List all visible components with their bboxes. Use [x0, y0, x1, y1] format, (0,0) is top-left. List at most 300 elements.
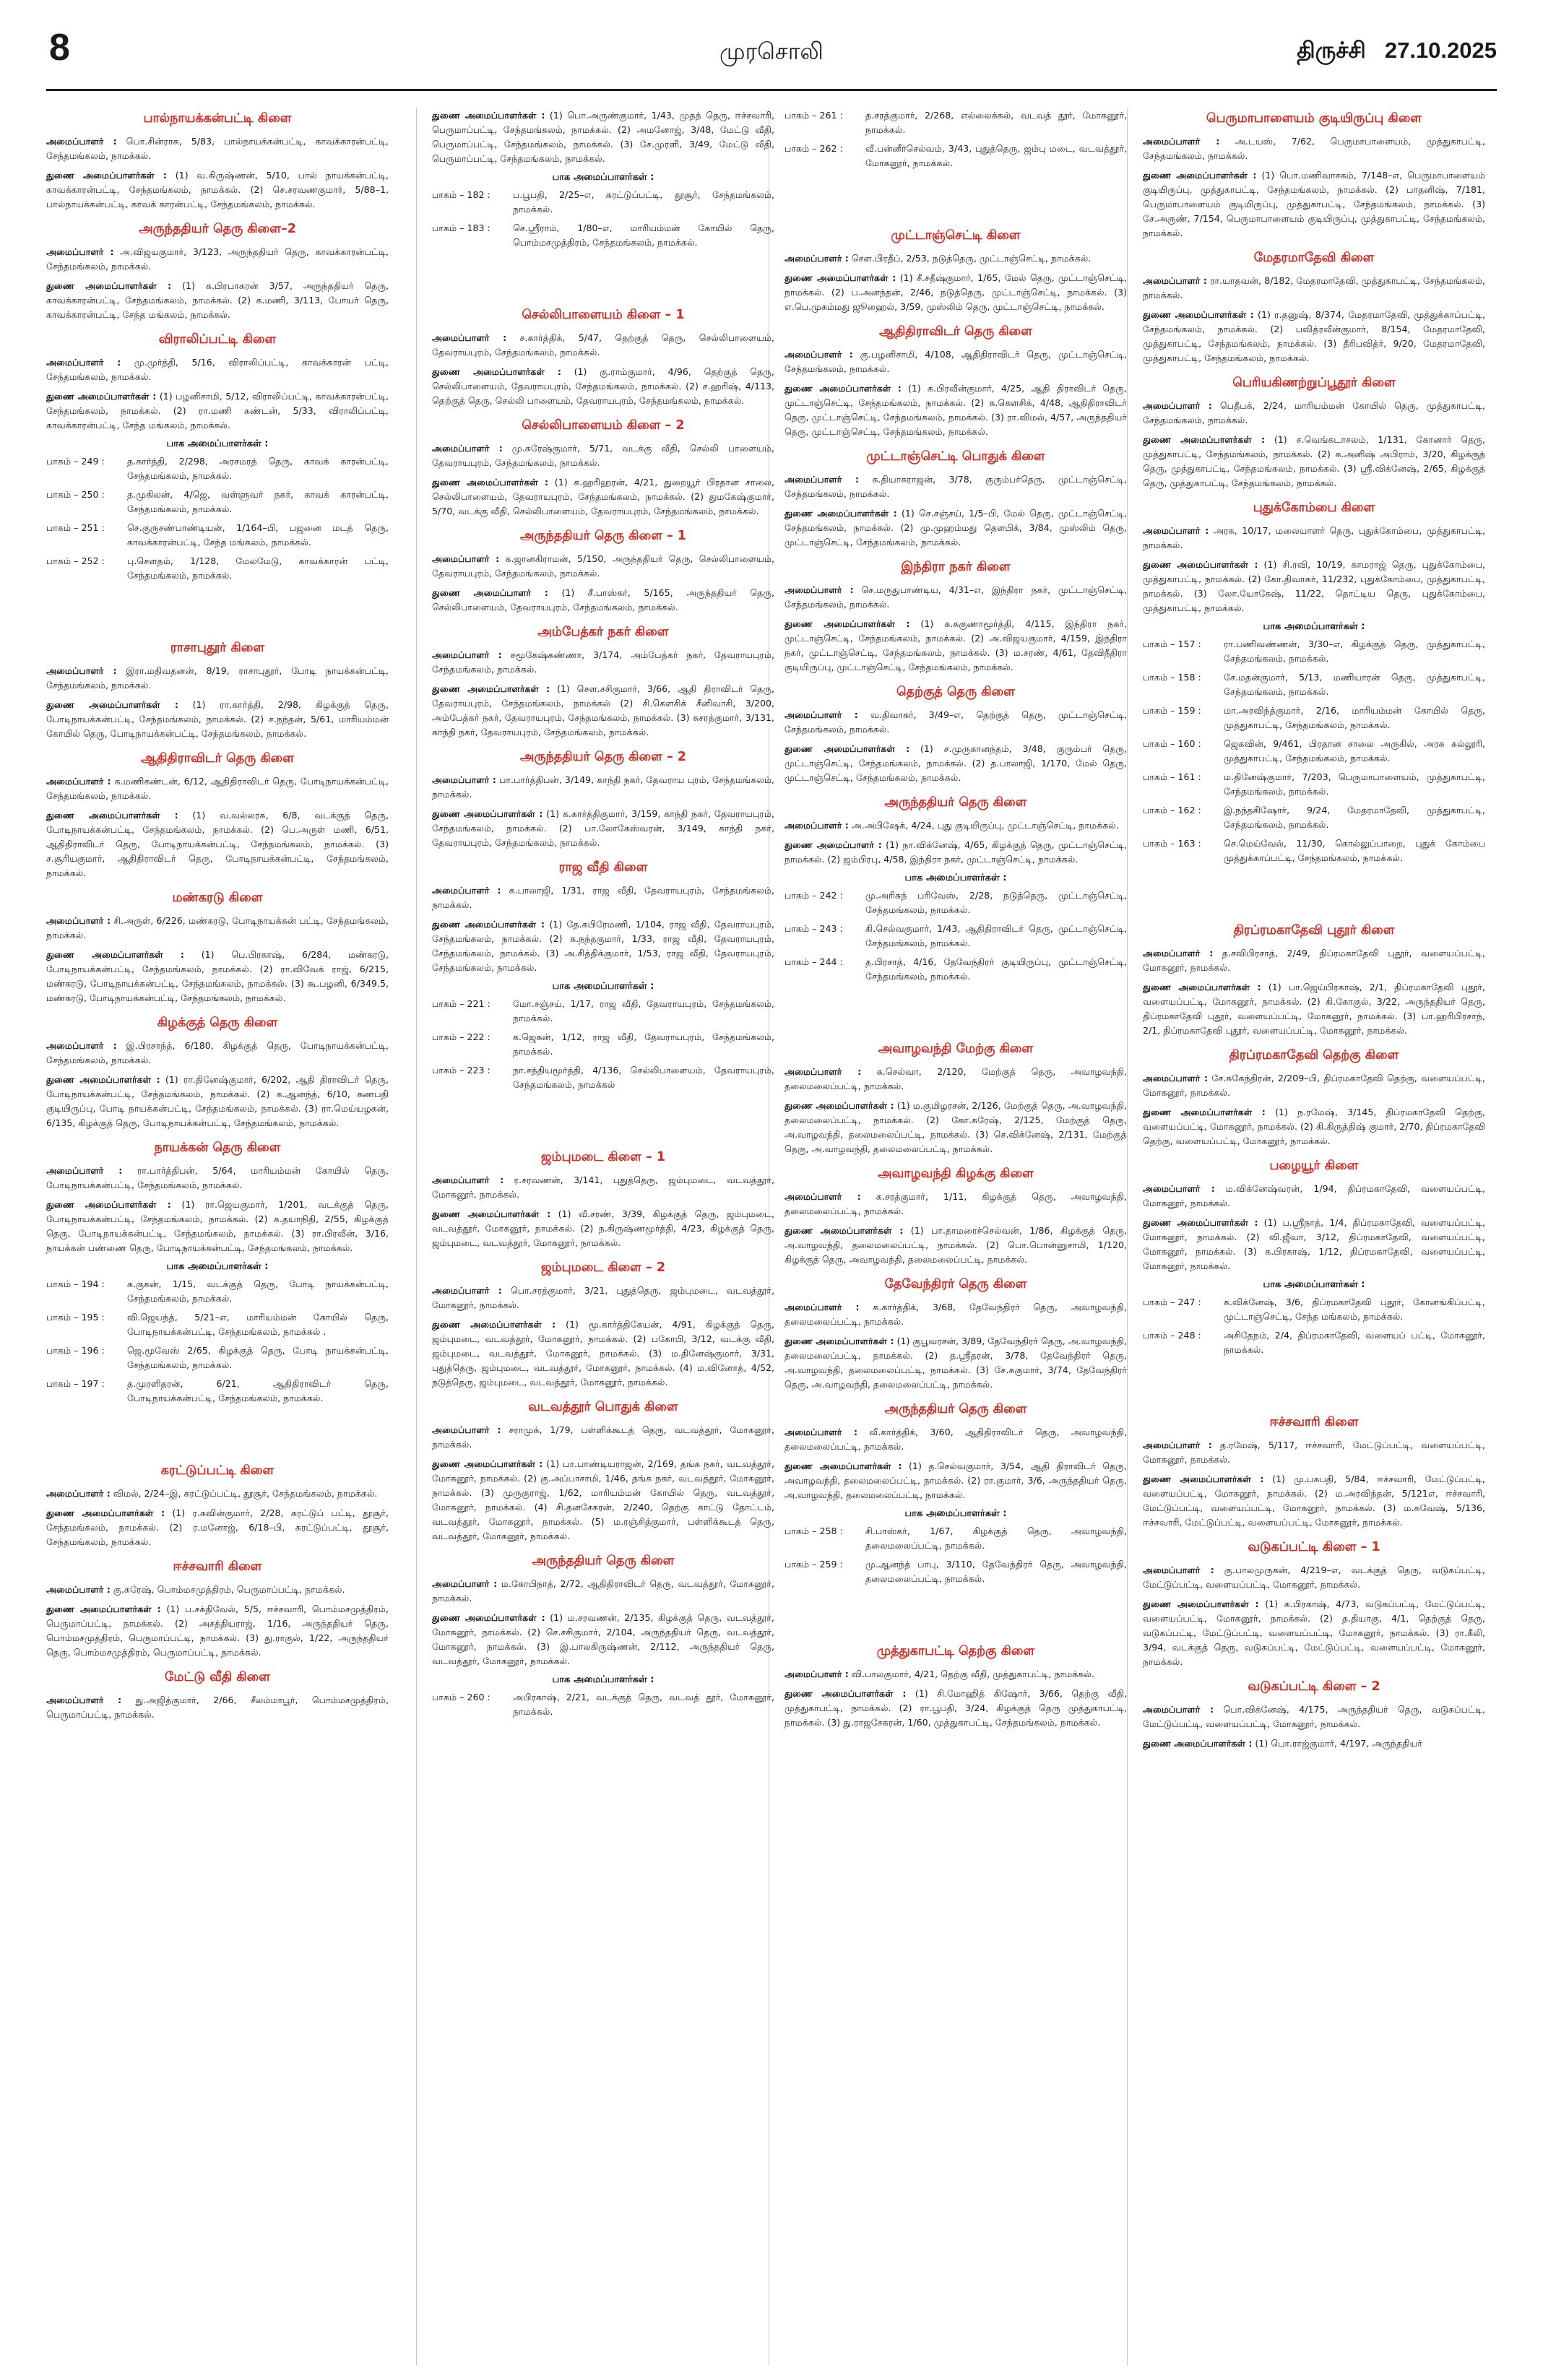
- member-entry: [46, 1602, 389, 1660]
- member-entry: [1143, 1438, 1485, 1467]
- member-entry: [1143, 1702, 1485, 1731]
- branch-title: ராசாபுதூர் கிளை: [170, 641, 265, 655]
- member-details: (1) சீ.பாஸ்கர், 5/165, அருந்ததியர் தெரு, செல்லிபாளையம், தேவராயபுரம், சேந்தமங்கலம், நாமக்கல்.: [432, 587, 774, 613]
- member-entry: [432, 1207, 774, 1250]
- member-details: ரா.பார்த்திபன், 5/64, மாரியம்மன் கோயில் தெரு, போடிநாயக்கன்பட்டி, சேந்தமங்கலம், நாமக்கல்.: [46, 1165, 389, 1190]
- booth-number: பாகம் – 258 :: [785, 1526, 843, 1536]
- member-details: மு.சுரேஷ்குமார், 5/71, வடக்கு வீதி, செல்லி பாளையம், தேவராயபுரம், சேந்தமங்கலம், நாமக்கல்.: [432, 443, 774, 468]
- member-entry: [432, 475, 774, 519]
- booth-row: [1143, 670, 1485, 699]
- role-label: அமைப்பாளர் :: [46, 1165, 123, 1176]
- branch-title: மண்கரடு கிளை: [172, 891, 263, 905]
- page-number: 8: [49, 27, 70, 69]
- role-label: துணை அமைப்பாளர்கள் :: [1143, 982, 1261, 992]
- member-details: கு.பழனிசாமி, 4/108, ஆதிதிராவிடர் தெரு, முட்டாஞ்செட்டி, சேந்தமங்கலம், நாமக்கல்.: [785, 349, 1127, 374]
- column-2: [432, 108, 774, 2369]
- member-entry: [432, 108, 774, 166]
- branch-title: செல்லிபாளையம் கிளை – 2: [522, 418, 685, 433]
- branch-block: [46, 1559, 389, 1660]
- member-details: இரா.மதிவதனன், 8/19, ராசாபுதூர், போடி நாயக்கன்பட்டி, சேந்தமங்கலம், நாமக்கல்.: [46, 665, 389, 691]
- branch-block: [785, 108, 1127, 170]
- role-label: துணை அமைப்பாளர்கள் :: [46, 699, 178, 710]
- role-label: அமைப்பாளர் :: [785, 1302, 860, 1312]
- role-label: அமைப்பாளர் :: [432, 1578, 498, 1589]
- edition-date: 27.10.2025: [1384, 38, 1497, 63]
- branch-title: புதுக்கோம்பை கிளை: [1253, 501, 1375, 515]
- role-label: அமைப்பாளர் :: [785, 474, 860, 485]
- member-entry: [785, 617, 1127, 675]
- member-entry: [46, 245, 389, 274]
- booth-heading: பாக அமைப்பாளர்கள் :: [552, 981, 654, 992]
- member-entry: [1143, 274, 1485, 303]
- booth-details: த.முரளிதரன், 6/21, ஆதிதிராவிடர் தெரு, போடிநாயக்கன்பட்டி, சேந்தமங்கலம், நாமக்கல்.: [127, 1378, 389, 1403]
- role-label: துணை அமைப்பாளர் :: [785, 839, 882, 850]
- role-label: துணை அமைப்பாளர்கள் :: [785, 743, 910, 754]
- member-details: (1) பெ.பிரகாஷ், 6/284, மண்கரடு, போடிநாயக்கன்பட்டி, சேந்தமங்கலம், நாமக்கல். (2) ரா.விவேக் ராஜ், 6/215, மண்கரடு, போடிநாயக்கன்பட்டி, சேந்தமங்கலம், நாமக்கல். (3) கூ.பழனி, 6/349.5, மண்கரடு, போடிநாயக்கன்பட்டி, சேந்தமங்கலம், நாமக்கல்.: [46, 949, 389, 1003]
- booth-number: பாகம் – 261 :: [785, 110, 843, 121]
- member-details: கு.பாலமுருகன், 4/219–எ, வடக்குத் தெரு, வடுகப்பட்டி, மேட்டுப்பட்டி, வளையப்பட்டி, மோகனூர், நாமக்கல்.: [1143, 1565, 1485, 1590]
- member-entry: [432, 1284, 774, 1312]
- role-label: துணை அமைப்பாளர்கள் :: [46, 391, 157, 402]
- role-label: துணை அமைப்பாளர்கள் :: [785, 1100, 894, 1111]
- member-details: (1) ர.கவின்குமார், 2/28, கரட்டுப் பட்டி, தூசூர், சேந்தமங்கலம், நாமக்கல். (2) ர.மனோஜ், 6/18–பி, கரட்டுப்பட்டி, தூசூர், சேந்தமங்கலம், நாமக்கல்.: [46, 1507, 389, 1547]
- role-label: அமைப்பாளர் :: [785, 253, 849, 264]
- member-entry: [46, 1506, 389, 1549]
- role-label: துணை அமைப்பாளர்கள் :: [1143, 1474, 1264, 1484]
- booth-row: [432, 1030, 774, 1059]
- branch-title: அருந்ததியர் தெரு கிளை: [884, 795, 1027, 810]
- paper-title: முரசொலி: [719, 38, 824, 65]
- masthead: [46, 16, 1497, 91]
- member-details: (1) ம.குமிழரசன், 2/126, மேற்குத் தெரு, அ.வாழவந்தி, தலைமலைப்பட்டி, நாமக்கல். (2) கோ.சுரேஷ், 2/125, மேற்குத் தெரு, அ.வாழவந்தி, தலைமலைப்பட்டி, நாமக்கல். (3) செ.விக்னேஷ், 2/131, மேற்குத் தெரு, அ.வாழவந்தி, தலைமலைப்பட்டி, நாமக்கல்.: [785, 1100, 1127, 1154]
- branch-title: முட்டாஞ்செட்டி கிளை: [891, 228, 1021, 243]
- role-label: அமைப்பாளர் :: [1143, 1565, 1214, 1575]
- branch-title: ராஜ வீதி கிளை: [558, 860, 648, 875]
- role-label: துணை அமைப்பாளர்கள் :: [785, 508, 897, 519]
- member-details: (1) சௌ.சசிகுமார், 3/66, ஆதி திராவிடர் தெரு, தேவராயபுரம், சேந்தமங்கலம், நாமக்கல் (2) சி.கௌசிக் சீனிவாசி, 3/200, அம்பேத்கர் நகர், தேவராயபுரம், சேந்தமங்கலம், நாமக்கல். (3) சுசரத்குமார், 3/131, காந்தி நகர், தேவராயபுரம், சேந்தமங்கலம், நாமக்கல்.: [432, 683, 774, 737]
- member-details: (1) நா.விக்னேஷ், 4/65, கிழக்குத் தெரு, முட்டாஞ்செட்டி, நாமக்கல். (2) ஜம்பிரபு, 4/58, இந்திரா நகர், முட்டாஞ்செட்டி, நாமக்கல்.: [785, 839, 1127, 865]
- role-label: அமைப்பாளர் :: [785, 1669, 849, 1679]
- role-label: அமைப்பாளர் :: [1143, 1183, 1215, 1194]
- member-details: க.ஜானகிராமன், 5/150, அருந்ததியர் தெரு, செல்லிபாளையம், தேவராயபுரம், சேந்தமங்கலம், நாமக்கல்.: [432, 553, 774, 579]
- role-label: துணை அமைப்பாளர்கள் :: [46, 280, 172, 291]
- role-label: அமைப்பாளர் :: [1143, 1704, 1214, 1715]
- member-entry: [785, 818, 1127, 833]
- booth-number: பாகம் – 196 :: [46, 1345, 105, 1356]
- booth-row: [1143, 637, 1485, 666]
- member-details: (1) சி.ரவி, 10/19, காமராஜ் தெரு, புதுக்கோம்பை, முத்துகாபட்டி, நாமக்கல். (2) கோ.திவாகர், 11/232, புதுக்கோம்பை, முத்துகாபட்டி, நாமக்கல். (3) லோ.யோகேஷ், 11/22, தொட்டிய தெரு, புதுக்கோம்பை, முத்துகாபட்டி, நாமக்கல்.: [1143, 559, 1485, 613]
- branch-block: [46, 641, 389, 741]
- booth-number: பாகம் – 244 :: [785, 956, 843, 967]
- branch-title: திரப்ரமகாதேவி தெற்கு கிளை: [1229, 1048, 1399, 1063]
- booth-number: பாகம் – 161 :: [1143, 771, 1201, 782]
- branch-title: மேதரமாதேவி கிளை: [1253, 251, 1375, 265]
- role-label: துணை அமைப்பாளர்கள் :: [785, 272, 896, 283]
- member-details: க.சரத்குமார், 1/11, கிழக்குத் தெரு, அவாழவந்தி, தலைமலைப்பட்டி, நாமக்கல்.: [785, 1191, 1127, 1216]
- member-details: க.கார்த்திக், 3/68, தேவேந்திரர் தெரு, அவாழவந்தி, தலைமலைப்பட்டி, நாமக்கல்.: [785, 1302, 1127, 1327]
- member-entry: [1143, 1071, 1485, 1100]
- booth-number: பாகம் – 223 :: [432, 1065, 490, 1076]
- booth-heading: பாக அமைப்பாளர்கள் :: [552, 1674, 654, 1685]
- booth-number: பாகம் – 163 :: [1143, 838, 1201, 849]
- member-details: (1) பா.ஜெய்பிரகாஷ், 2/1, திப்ரமகாதேவி புதூர், வளையப்பட்டி, மோகனூர், நாமக்கல். (2) கி.கோகுல், 3/22, அருந்ததியர் தெரு, திப்ரமகாதேவி புதூர், வளையப்பட்டி, மோகனூர், நாமக்கல். (3) பா.ஹரிபிரசாந், 2/1, திப்ரமகாதேவி புதூர், வளையப்பட்டி, மோகனூர், நாமக்கல்.: [1143, 982, 1485, 1036]
- branch-block: [785, 228, 1127, 314]
- member-entry: [1143, 134, 1485, 163]
- member-entry: [46, 389, 389, 433]
- member-details: (1) க.பிரபாகரன் 3/57, அருந்ததியர் தெரு, காவக்காரன்பட்டி, சேந்தமங்கலம், நாமக்கல். (2) க.மணி, 3/113, போயர் தெரு, காவக்காரன்பட்டி, சேந்த மங்கலம், நாமக்கல்.: [46, 280, 389, 320]
- branch-title: அம்பேத்கர் நகர் கிளை: [537, 625, 669, 639]
- column-3: [785, 108, 1127, 2369]
- branch-block: [46, 891, 389, 1005]
- member-details: பொ.சின்ராசு, 5/83, பால்நாயக்கன்பட்டி, காவக்காரன்பட்டி, சேந்தமங்கலம், நாமக்கல்.: [46, 136, 389, 161]
- member-details: (1) க.பிரகாஷ், 4/73, வடுகப்பட்டி, மேட்டுப்பட்டி, வளையப்பட்டி, மோகனூர், நாமக்கல். (2) த.தியாகு, 4/1, தெற்குத் தெரு, வடுகப்பட்டி, மேட்டுப்பட்டி, வளையப்பட்டி, மோகனூர், நாமக்கல். (3) ரா.கீலி, 3/94, வடக்குத் தெரு, வடுகப்பட்டி, மேட்டுப்பட்டி, வளையப்பட்டி, மோகனூர், நாமக்கல்.: [1143, 1598, 1485, 1667]
- booth-number: பாகம் – 159 :: [1143, 705, 1201, 716]
- member-details: (1) குபூவரசன், 3/89, தேவேந்திரர் தெரு, அ.வாழவந்தி, தலைமலைப்பட்டி, நாமக்கல். (2) த.ஸ்ரீதரன், 3/78, தேவேந்திரர் தெரு, அ.வாழவந்தி, தலைமலைப்பட்டி, நாமக்கல். (3) சே.சுகுமார், 3/74, தேவேந்திரர் தெரு, அ.வாழவந்தி, தலைமலைப்பட்டி, நாமக்கல்.: [785, 1336, 1127, 1390]
- member-entry: [785, 347, 1127, 376]
- member-entry: [785, 472, 1127, 501]
- booth-details: க.குகன், 1/15, வடக்குத் தெரு, போடி நாயக்கன்பட்டி, சேந்தமங்கலம், நாமக்கல்.: [127, 1278, 389, 1304]
- booth-row: [785, 955, 1127, 984]
- booth-number: பாகம் – 259 :: [785, 1559, 843, 1570]
- booth-row: [785, 1557, 1127, 1586]
- member-details: (1) பா.பாண்டியராஜன், 2/169, தங்க நகர், வடவத்தூர், மோகனூர், நாமக்கல். (2) கு.அப்பாசாமி, 1/46, தங்க நகர், வடவத்தூர், மோகனூர், நாமக்கல். (3) முருகுராஜ், 1/62, மாரியம்மன் கோயில் தெரு, வடவத்தூர், மோகனூர், நாமக்கல். (4) சி.தனசேகரன், 2/240, தெற்கு காட்டு தோட்டம், வடவத்தூர், மோகனூர், நாமக்கல். (5) ம.ரஞ்சித்குமார், பள்ளிக்கூடத் தெரு, வடவத்தூர், மோகனூர், நாமக்கல்.: [432, 1458, 774, 1541]
- branch-block: [432, 1554, 774, 1719]
- branch-block: [432, 418, 774, 519]
- booth-number: பாகம் – 162 :: [1143, 805, 1201, 815]
- member-entry: [46, 279, 389, 322]
- member-entry: [785, 583, 1127, 612]
- member-entry: [432, 1577, 774, 1606]
- booth-details: த.முகிலன், 4/ஜெ, வள்ளுவர் நகர், காவக் காரன்பட்டி, சேந்தமங்கலம், நாமக்கல்.: [127, 489, 389, 514]
- branch-block: [432, 625, 774, 740]
- branch-title: தெற்குத் தெரு கிளை: [896, 685, 1015, 699]
- member-entry: [432, 807, 774, 850]
- booth-details: வீ.பன்னீர்செல்வம், 3/43, புதுத்தெரு, ஜம்பு மடை, வடவத்தூர், மோகனூர், நாமக்கல்.: [865, 143, 1127, 168]
- member-details: ம.விக்னேஷ்வரன், 1/94, திப்ரமகாதேவி, வளையப்பட்டி, மோகனூர், நாமக்கல்.: [1143, 1183, 1485, 1208]
- branch-block: [785, 1277, 1127, 1392]
- booth-details: செ.குருசண்பாண்டியன், 1/164–பி, பஜனை மடத் தெரு, காவக்காரன்பட்டி, சேந்த மங்கலம், நாமக்கல்.: [127, 522, 389, 548]
- member-details: க.பாலாஜி, 1/31, ராஜ வீதி, தேவராயபுரம், சேந்தமங்கலம், நாமக்கல்.: [432, 885, 774, 910]
- member-entry: [1143, 558, 1485, 615]
- member-entry: [46, 948, 389, 1005]
- booth-number: பாகம் – 248 :: [1143, 1330, 1201, 1341]
- member-details: ச.கார்த்திக், 5/47, தெற்குத் தெரு, செல்லிபாளையம், தேவராயபுரம், சேந்தமங்கலம், நாமக்கல்.: [432, 332, 774, 358]
- role-label: அமைப்பாளர் :: [432, 649, 502, 660]
- member-details: (1) ப.சக்திவேல், 5/5, ஈச்சவாரி, பொம்மசமுத்திரம், பெருமாப்பட்டி, நாமக்கல். (2) அசத்தியராஜ், 1/16, அருந்ததியர் தெரு, பொம்மசமுத்திரம், பெருமாப்பட்டி, நாமக்கல். (3) து.ராகுல், 1/22, அருந்ததியர் தெரு, பொம்மசமுத்திரம், பெருமாப்பட்டி, நாமக்கல்.: [46, 1604, 389, 1658]
- member-details: கு.சுரேஷ், பொம்மசமுத்திரம், பெருமாப்பட்டி, நாமக்கல்.: [113, 1584, 345, 1595]
- booth-details: ப.பூபதி, 2/25–எ, கரட்டுப்பட்டி, தூசூர், சேந்தமங்கலம், நாமக்கல்.: [513, 189, 774, 215]
- member-details: செ.மருதுபாண்டிய, 4/31–எ, இந்திரா நகர், முட்டாஞ்செட்டி, சேந்தமங்கலம், நாமக்கல்.: [785, 584, 1127, 610]
- branch-title: அருந்ததியர் தெரு கிளை – 1: [519, 529, 686, 543]
- member-entry: [1143, 1472, 1485, 1530]
- branch-title: ஈச்சவாரி கிளை: [173, 1559, 262, 1574]
- member-entry: [432, 1611, 774, 1669]
- member-details: து.அஜித்குமார், 2/66, சீலம்மாபூர், பொம்மசமுத்திரம், பெருமாப்பட்டி, நாமக்கல்.: [46, 1695, 389, 1720]
- booth-details: பு.சௌதம், 1/128, மேலமேடு, காவக்காரன் பட்டி, சேந்தமங்கலம், நாமக்கல்.: [127, 555, 389, 581]
- role-label: துணை அமைப்பாளர்கள் :: [1143, 1217, 1258, 1228]
- member-details: மு.முர்த்தி, 5/16, விராலிப்பட்டி, காவக்காரன் பட்டி, சேந்தமங்கலம், நாமக்கல்.: [46, 357, 389, 382]
- member-entry: [1143, 1736, 1485, 1751]
- member-details: (1) ரா.ஜெயகுமார், 1/201, வடக்குத் தெரு, போடிநாயக்கன்பட்டி, சேந்தமங்கலம், நாமக்கல். (2) க.தயாநிதி, 2/55, கிழக்குத் தெரு, போடிநாயக்கன்பட்டி, சேந்தமங்கலம், நாமக்கல். (3) ரா.பிரவீன், 3/16, நாயக்கன் பண்ணை தெரு, போடிநாயக்கன்பட்டி, சேந்தமங்கலம், நாமக்கல்.: [46, 1199, 389, 1253]
- member-entry: [46, 914, 389, 943]
- member-details: (1) பொ.ராஜ்குமார், 4/197, அருந்ததியர்: [1255, 1738, 1422, 1749]
- member-entry: [46, 1073, 389, 1130]
- role-label: அமைப்பாளர் :: [785, 1427, 858, 1437]
- branch-title: திரப்ரமகாதேவி புதூர் கிளை: [1233, 923, 1395, 938]
- booth-number: பாகம் – 157 :: [1143, 639, 1201, 649]
- member-entry: [785, 1425, 1127, 1454]
- role-label: அமைப்பாளர் :: [432, 553, 500, 564]
- member-entry: [785, 1334, 1127, 1392]
- branch-title: முத்துகாபட்டி தெற்கு கிளை: [876, 1644, 1035, 1658]
- branch-title: வடுகப்பட்டி கிளை – 1: [1248, 1540, 1380, 1554]
- member-entry: [785, 742, 1127, 785]
- member-details: ர.சரவணன், 3/141, புதுத்தெரு, ஜம்புமடை, வடவத்தூர், மோகனூர், நாமக்கல்.: [432, 1174, 774, 1200]
- branch-block: [46, 1670, 389, 1722]
- role-label: துணை அமைப்பாளர்கள் :: [432, 1208, 551, 1219]
- member-details: அரசு, 10/17, மலையாளர் தெரு, புதுக்கோம்பை, முத்துகாபட்டி, நாமக்கல்.: [1143, 525, 1485, 550]
- branch-title: செல்லிபாளையம் கிளை – 1: [522, 308, 685, 322]
- role-label: அமைப்பாளர் :: [432, 332, 507, 343]
- member-details: (1) வீ.சரண், 3/39, கிழக்குத் தெரு, ஜம்புமடை, வடவத்தூர், மோகனூர், நாமக்கல். (2) ந.கிருஷ்ணமூர்த்தி, 4/23, கிழக்குத் தெரு, ஜம்புமடை, வடவத்தூர், மோகனூர், நாமக்கல்.: [432, 1208, 774, 1248]
- branch-title: அவாழவந்தி மேற்கு கிளை: [878, 1042, 1034, 1056]
- role-label: அமைப்பாளர் :: [1143, 275, 1207, 286]
- member-entry: [432, 552, 774, 581]
- role-label: அமைப்பாளர் :: [432, 443, 503, 454]
- role-label: அமைப்பாளர் :: [432, 1174, 504, 1185]
- branch-block: [432, 860, 774, 1092]
- booth-row: [432, 188, 774, 217]
- member-entry: [46, 774, 389, 803]
- booth-details: வி.ஜெயந்த், 5/21–எ, மாரியம்மன் கோயில் தெரு, போடிநாயக்கன்பட்டி, சேந்தமங்கலம், நாமக்கல் .: [127, 1312, 389, 1337]
- member-details: (1) க.பிரவீன்குமார், 4/25, ஆதி திராவிடர் தெரு, முட்டாஞ்செட்டி, சேந்தமங்கலம், நாமக்கல். (2) க.கௌசிக், 4/48, ஆதிதிராவிடர் தெரு, முட்டாஞ்செட்டி, சேந்தமங்கலம், நாமக்கல். (3) ரா.விமல், 4/57, அருந்ததியர் தெரு, முட்டாஞ்செட்டி, சேந்தமங்கலம், நாமக்கல்.: [785, 383, 1127, 437]
- booth-details: மா.அரவிந்த்குமார், 2/16, மாரியம்மன் கோயில் தெரு, முத்துகாபட்டி, சேந்தமங்கலம், நாமக்கல்.: [1224, 705, 1485, 730]
- role-label: துணை அமைப்பாளர்கள் :: [46, 949, 184, 960]
- booth-number: பாகம் – 158 :: [1143, 672, 1201, 683]
- booth-details: சே.மதன்குமார், 5/13, மணியாரன் தெரு, முத்துகாபட்டி, சேந்தமங்கலம், நாமக்கல்.: [1224, 672, 1485, 697]
- branch-block: [1143, 1540, 1485, 1669]
- member-entry: [46, 168, 389, 212]
- member-details: (1) ச.வெங்கடாசலம், 1/131, கோனார் தெரு, முத்துகாபட்டி, சேந்தமங்கலம், நாமக்கல். (2) க.அனிஷ் அபிராம், 3/20, கிழக்குத் தெரு, முத்துகாபட்டி, சேந்தமங்கலம், நாமக்கல். (3) ஸ்ரீ.விக்னேஷ், 2/65, கிழக்குத் தெரு, முத்துகாபட்டி, சேந்தமங்கலம், நாமக்கல்.: [1143, 434, 1485, 488]
- branch-block: [1143, 111, 1485, 241]
- role-label: அமைப்பாளர் :: [46, 776, 111, 787]
- role-label: துணை அமைப்பாளர்கள் :: [785, 618, 910, 629]
- booth-details: த.சரத்குமார், 2/268, எல்லைக்கல், வடவத் தூர், மோகனூர், நாமக்கல்.: [865, 110, 1127, 135]
- role-label: துணை அமைப்பாளர்கள் :: [46, 1199, 171, 1210]
- branch-title: கிழக்குத் தெரு கிளை: [157, 1016, 278, 1030]
- role-label: அமைப்பாளர் :: [1143, 1440, 1212, 1450]
- branch-title: வடவத்தூர் பொதுக் கிளை: [528, 1400, 678, 1414]
- branch-block: [46, 1463, 389, 1549]
- booth-heading: பாக அமைப்பாளர்கள் :: [1263, 621, 1365, 632]
- booth-details: நா.சத்தியமூர்த்தி, 4/136, செல்லிபாளையம், தேவராயபுரம், சேந்தமங்கலம், நாமக்கல்: [513, 1065, 774, 1090]
- booth-details: இ.நந்தகிஷோர், 9/24, மேதரமாதேவி, முத்துகாபட்டி, சேந்தமங்கலம், நாமக்கல்.: [1224, 805, 1485, 830]
- branch-block: [432, 750, 774, 850]
- booth-number: பாகம் – 251 :: [46, 522, 105, 533]
- branch-block: [1143, 923, 1485, 1038]
- booth-details: ம.தினேஷ்குமார், 7/203, பெருமாபாளையம், முத்துகாபட்டி, சேந்தமங்கலம், நாமக்கல்.: [1224, 771, 1485, 797]
- member-details: அ.விஜயகுமார், 3/123, அருந்ததியர் தெரு, காவக்காரன்பட்டி, சேந்தமங்கலம், நாமக்கல்.: [46, 246, 389, 272]
- role-label: துணை அமைப்பாளர்கள் :: [46, 810, 178, 821]
- column-1: [46, 108, 389, 2369]
- member-entry: [432, 1173, 774, 1202]
- member-entry: [432, 365, 774, 408]
- role-label: அமைப்பாளர் :: [46, 665, 117, 676]
- role-label: அமைப்பாளர் :: [1143, 525, 1209, 536]
- booth-details: செ.மெய்வேல், 11/30, கொல்லுப்பாறை, புதுக் கோம்பை முத்துக்காப்பட்டி, சேந்தமங்கலம், நாமக்கல்.: [1224, 838, 1485, 863]
- branch-title: ஆதிதிராவிடர் தெரு கிளை: [878, 324, 1033, 339]
- member-details: அ.டயஸ், 7/62, பெருமாபாளையம், முத்துகாபட்டி, சேந்தமங்கலம், நாமக்கல்.: [1143, 136, 1485, 161]
- branch-title: அவாழவந்தி கிழக்கு கிளை: [878, 1167, 1034, 1181]
- booth-details: மோ.சஞ்சய், 1/17, ராஜ வீதி, தேவராயபுரம், சேந்தமங்கலம், நாமக்கல்.: [513, 998, 774, 1024]
- branch-block: [1143, 1159, 1485, 1357]
- branch-title: ஜம்புமடை கிளை – 1: [540, 1150, 666, 1164]
- role-label: துணை அமைப்பாளர்கள் :: [785, 1688, 907, 1699]
- member-entry: [785, 1099, 1127, 1156]
- member-entry: [785, 708, 1127, 737]
- member-details: பொ.விக்னேஷ், 4/175, அருந்ததியர் தெரு, வடுகப்பட்டி, மேட்டுப்பட்டி, வளையப்பட்டி, மோகனூர், நாமக்கல்.: [1143, 1704, 1485, 1729]
- member-details: (1) த.செல்வகுமார், 3/54, ஆதி திராவிடர் தெரு, அவாழவந்தி, தலைமலைப்பட்டி, நாமக்கல். (2) ரா.குமார், 3/6, அருந்ததியர் தெரு, அ.வாழவந்தி, தலைமலைப்பட்டி, நாமக்கல்.: [785, 1461, 1127, 1500]
- branch-title: மேட்டு வீதி கிளை: [164, 1670, 270, 1684]
- role-label: துணை அமைப்பாளர்கள் :: [432, 366, 561, 377]
- branch-block: [785, 685, 1127, 785]
- branch-block: [1143, 251, 1485, 365]
- member-entry: [46, 698, 389, 741]
- booth-number: பாகம் – 247 :: [1143, 1297, 1201, 1307]
- booth-number: பாகம் – 182 :: [432, 189, 490, 200]
- booth-number: பாகம் – 195 :: [46, 1312, 105, 1323]
- role-label: அமைப்பாளர் :: [785, 709, 858, 720]
- role-label: துணை அமைப்பாளர்கள் :: [785, 1336, 894, 1346]
- column-4: [1143, 108, 1485, 2369]
- member-details: (1) பொ.அருண்குமார், 1/43, முதத் தெரு, ஈச்சவாரி, பெருமாப்பட்டி, சேந்தமங்கலம், நாமக்கல். (2) அமனோஜ், 3/48, மேட்டு வீதி, பெருமாப்பட்டி, சேந்தமங்கலம், நாமக்கல். (3) சே.முரளி, 3/49, மேட்டு வீதி, பெருமாப்பட்டி, சேந்தமங்கலம், நாமக்கல்.: [432, 110, 774, 164]
- member-details: சராமுக், 1/79, பள்ளிக்கூடத் தெரு, வடவத்தூர், மோகனூர், நாமக்கல்.: [432, 1424, 774, 1450]
- branch-title: விராலிப்பட்டி கிளை: [158, 332, 277, 347]
- booth-details: மு.ஆனந்த் பாபு, 3/110, தேவேந்திரர் தெரு, அவாழவந்தி, தலைமலைப்பட்டி, நாமக்கல்.: [865, 1559, 1127, 1584]
- branch-block: [785, 560, 1127, 675]
- booth-row: [1143, 704, 1485, 732]
- branch-title: அருந்ததியர் தெரு கிளை: [532, 1554, 675, 1568]
- role-label: அமைப்பாளர் :: [46, 1584, 111, 1595]
- member-entry: [785, 506, 1127, 550]
- booth-row: [46, 1310, 389, 1339]
- member-entry: [785, 251, 1127, 266]
- booth-row: [46, 521, 389, 550]
- member-details: (1) செ.சஞ்சய், 1/5–பி, மேல் தெரு, முட்டாஞ்செட்டி, சேந்தமங்கலம், நாமக்கல். (2) மு.முஹம்மது தௌபிக், 3/84, முஸ்லிம் தெரு, முட்டாஞ்செட்டி, சேந்தமங்கலம், நாமக்கல்.: [785, 508, 1127, 548]
- role-label: துணை அமைப்பாளர்கள் :: [432, 1458, 543, 1469]
- member-entry: [785, 1065, 1127, 1094]
- member-details: (1) ப.ஸ்ரீநாத், 1/4, திப்ரமகாதேவி, வளையப்பட்டி, மோகனூர், நாமக்கல். (2) வி.ஜீவா, 3/12, திப்ரமகாதேவி, வளையப்பட்டி, மோகனூர், நாமக்கல். (3) க.பிரகாஷ், 1/12, திப்ரமகாதேவி, வளையப்பட்டி, மோகனூர், நாமக்கல்.: [1143, 1217, 1485, 1271]
- branch-block: [46, 1141, 389, 1406]
- branch-title: பெரியகிணற்றுப்பூதூர் கிளை: [1232, 376, 1396, 390]
- role-label: துணை அமைப்பாளர்கள் :: [46, 1507, 165, 1518]
- role-label: அமைப்பாளர் :: [46, 136, 117, 147]
- member-details: விமல், 2/24–இ, கரட்டுப்பட்டி, தூசூர், சேந்தமங்கலம், நாமக்கல்.: [113, 1488, 378, 1499]
- branch-block: [46, 1016, 389, 1130]
- member-entry: [785, 1224, 1127, 1267]
- role-label: அமைப்பாளர் :: [1143, 400, 1212, 411]
- member-details: வீ.கார்த்திக், 3/60, ஆதிதிராவிடர் தெரு, அவாழவந்தி, தலைமலைப்பட்டி, நாமக்கல்.: [785, 1427, 1127, 1452]
- booth-row: [46, 1277, 389, 1306]
- member-details: பொ.சரத்குமார், 3/21, புதுத்தெரு, ஜம்புமடை, வடவத்தூர், மோகனூர், நாமக்கல்.: [432, 1285, 774, 1310]
- role-label: துணை அமைப்பாளர்கள் :: [432, 477, 548, 488]
- booth-row: [1143, 1328, 1485, 1357]
- member-details: த.ரமேஷ், 5/117, ஈச்சவாரி, மேட்டுப்பட்டி, வளையப்பட்டி, மோகனூர், நாமக்கல்.: [1143, 1440, 1485, 1465]
- booth-details: சி.பாஸ்கர், 1/67, கிழக்குத் தெரு, அவாழவந்தி, தலைமலைப்பட்டி, நாமக்கல்.: [865, 1526, 1127, 1551]
- member-details: (1) ரா.தினேஷ்குமார், 6/202, ஆதி திராவிடர் தெரு, போடிநாயக்கன்பட்டி, சேந்தமங்கலம், நாமக்கல். (2) க.ஆனந்த், 6/10, கணபதி குடியிருப்பு, போடி நாயக்கன்பட்டி, சேந்தமங்கலம், நாமக்கல். (3) ரா.மெய்யழகன், 6/135, கிழக்குத் தெரு, போடிநாயக்கன்பட்டி, சேந்தமங்கலம், நாமக்கல்.: [46, 1074, 389, 1128]
- role-label: துணை அமைப்பாளர்கள் :: [432, 110, 545, 121]
- member-entry: [1143, 1563, 1485, 1592]
- booth-number: பாகம் – 160 :: [1143, 738, 1201, 749]
- member-entry: [46, 1693, 389, 1722]
- booth-heading: பாக அமைப்பாளர்கள் :: [904, 873, 1007, 883]
- branch-block: [1143, 376, 1485, 490]
- member-entry: [1143, 308, 1485, 365]
- member-details: சௌ.பிரதீப், 2/53, நடுத்தெரு, முட்டாஞ்செட்டி, நாமக்கல்.: [851, 253, 1092, 264]
- booth-row: [46, 554, 389, 583]
- branch-block: [46, 111, 389, 212]
- role-label: அமைப்பாளர் :: [1143, 948, 1214, 959]
- member-entry: [46, 355, 389, 384]
- member-details: ம.கோபிநாத், 2/72, ஆதிதிராவிடர் தெரு, வடவத்தூர், மோகனூர், நாமக்கல்.: [432, 1578, 774, 1604]
- role-label: துணை அமைப்பாளர்கள் :: [46, 170, 167, 181]
- member-details: க.செல்வா, 2/120, மேற்குத் தெரு, அவாழவந்தி, தலைமலைப்பட்டி, நாமக்கல்.: [785, 1066, 1127, 1091]
- booth-heading: பாக அமைப்பாளர்கள் :: [552, 172, 654, 183]
- booth-number: பாகம் – 249 :: [46, 456, 105, 467]
- booth-number: பாகம் – 262 :: [785, 143, 843, 154]
- booth-row: [785, 142, 1127, 170]
- member-details: (1) மு.பசுபதி, 5/84, ஈச்சவாரி, மேட்டுப்பட்டி, வளையப்பட்டி, மோகனூர், நாமக்கல். (2) ம.அரவிந்தன், 5/121எ, ஈச்சவாரி, மேட்டுப்பட்டி, வளையப்பட்டி, மோகனூர், நாமக்கல். (3) ம.சுவேஷ், 5/136, ஈச்சவாரி, மேட்டுப்பட்டி, வளையப்பட்டி, மோகனூர், நாமக்கல்.: [1143, 1474, 1485, 1528]
- member-entry: [46, 1583, 389, 1597]
- role-label: துணை அமைப்பாளர்கள் :: [432, 683, 550, 694]
- branch-title: ஆதிதிராவிடர் தெரு கிளை: [140, 751, 295, 766]
- branch-block: [1143, 501, 1485, 865]
- member-entry: [432, 773, 774, 802]
- role-label: துணை அமைப்பாளர்கள் :: [1143, 1738, 1253, 1749]
- member-details: (1) பொ.மணிவாசகம், 7/148–எ, பெருமாபாளையம் குடியிருப்பு, முத்துகாபட்டி, சேந்தமங்கலம், நாமக்கல். (2) பாதனிஷ், 7/181, பெருமாபாளையம் குடியிருப்பு, முத்துகாபட்டி, சேந்தமங்கலம், நாமக்கல். (3) சே.அருண், 7/154, பெருமாபாளையம் குடியிருப்பு, முத்துகாபட்டி, சேந்தமங்கலம், நாமக்கல்.: [1143, 170, 1485, 238]
- branch-block: [432, 108, 774, 250]
- booth-details: செ.ஸ்ரீராம், 1/80–எ, மாரியம்மன் கோயில் தெரு, பொம்மசமுத்திரம், சேந்தமங்கலம், நாமக்கல்.: [513, 222, 774, 248]
- member-details: பா.பார்த்திபன், 3/149, காந்தி நகர், தேவராய புரம், சேந்தமங்கலம், நாமக்கல்.: [432, 774, 774, 800]
- booth-row: [432, 1690, 774, 1719]
- member-entry: [46, 1487, 389, 1501]
- role-label: துணை அமைப்பாளர் :: [432, 587, 548, 598]
- booth-details: மு.அரிசுந் பரிவேஸ், 2/28, நடுத்தெரு, முட்டாஞ்செட்டி, சேந்தமங்கலம், நாமக்கல்.: [865, 890, 1127, 915]
- role-label: துணை அமைப்பாளர்கள் :: [785, 1225, 904, 1236]
- branch-block: [1143, 1048, 1485, 1148]
- branch-block: [432, 1400, 774, 1544]
- booth-row: [785, 108, 1127, 137]
- branch-block: [785, 1042, 1127, 1156]
- role-label: அமைப்பாளர் :: [46, 1488, 111, 1499]
- role-label: அமைப்பாளர் :: [46, 1695, 122, 1705]
- booth-details: ஜெகவின், 9/461, பிரதான சாலை அருகில், அரசு கல்லூரி, முத்துகாபட்டி, சேந்தமங்கலம், நாமக்கல்.: [1224, 738, 1485, 763]
- branch-block: [785, 1644, 1127, 1730]
- role-label: அமைப்பாளர் :: [432, 774, 496, 785]
- role-label: அமைப்பாளர் :: [785, 1191, 861, 1202]
- role-label: அமைப்பாளர் :: [432, 885, 501, 896]
- member-entry: [432, 1317, 774, 1390]
- booth-heading: பாக அமைப்பாளர்கள் :: [904, 1508, 1007, 1519]
- role-label: அமைப்பாளர் :: [785, 349, 853, 360]
- member-entry: [1143, 1597, 1485, 1669]
- member-entry: [1143, 524, 1485, 553]
- branch-block: [432, 1260, 774, 1390]
- booth-row: [432, 221, 774, 250]
- member-entry: [46, 1198, 389, 1255]
- edition-city: திருச்சி: [1297, 38, 1366, 64]
- member-entry: [1143, 433, 1485, 490]
